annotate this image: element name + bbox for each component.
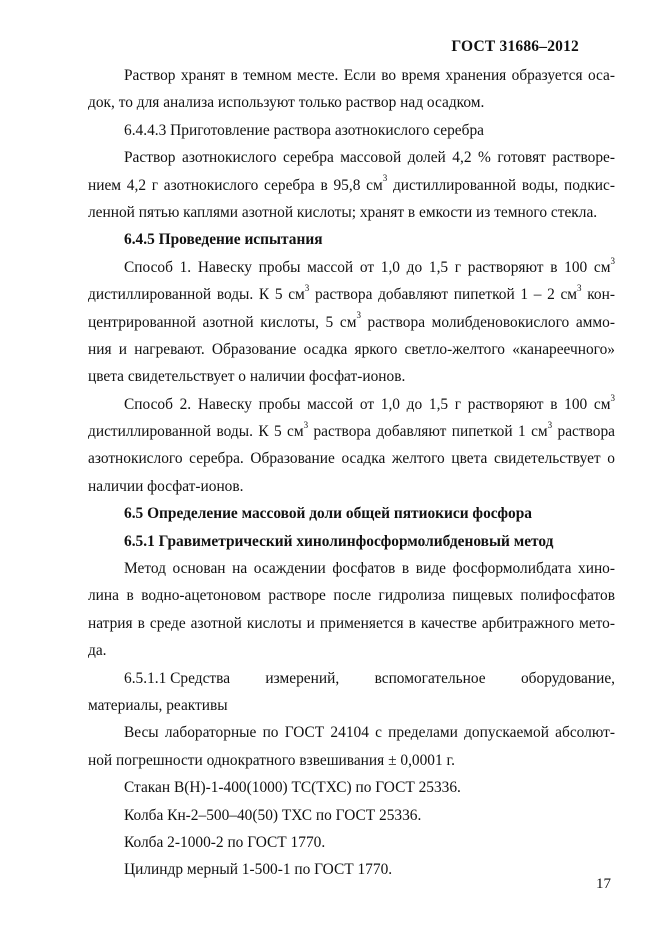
paragraph-silver-nitrate-solution [88, 144, 615, 226]
paragraph-method-principle [88, 555, 615, 665]
unit-cm3 [560, 283, 582, 304]
text-line [88, 254, 615, 281]
word: оборудование, [520, 669, 615, 687]
list-item: Колба 2-1000-2 по ГОСТ 1770. [124, 833, 326, 851]
text-line: ленной пятью каплями азотной кислоты; хранят в емкости из темного стекла. [88, 203, 598, 221]
unit-cm3 [288, 283, 310, 304]
text-line: наличии фосфат-ионов. [88, 477, 244, 495]
unit-exponent: 3 [303, 419, 309, 430]
text-line: док, то для анализа используют только раствор над осадком. [88, 94, 485, 112]
unit-cm3 [366, 173, 388, 194]
section-heading-6-4-4-3 [88, 117, 615, 144]
text-line: Весы лабораторные по ГОСТ 24104 с пределами допускаемой абсолют- [124, 724, 615, 742]
text-fragment: дистиллированной воды, подкис- [387, 176, 615, 194]
text-fragment: нием 4,2 г азотнокислого серебра в 95,8 [88, 176, 361, 194]
unit-base: см [287, 423, 304, 441]
text-fragment: раствора добавляют пипеткой 1 [308, 423, 526, 441]
list-item: Колба Кн-2–500–40(50) ТХС по ГОСТ 25336. [124, 806, 422, 824]
unit-cm3 [339, 310, 361, 331]
unit-cm3 [593, 255, 615, 276]
text-line: да. [88, 642, 107, 660]
text-line [88, 172, 615, 199]
page-number: 17 [596, 876, 611, 892]
text-fragment: раствора молибденовокислого аммо- [360, 313, 615, 331]
text-line: материалы, реактивы [88, 696, 228, 714]
equipment-list [88, 774, 615, 884]
page-header-title: ГОСТ 31686–2012 [451, 38, 579, 55]
text-line [88, 418, 615, 445]
paragraph-method-2 [88, 391, 615, 501]
document-body [88, 62, 615, 884]
unit-base: см [366, 176, 383, 194]
word: измерений, [265, 669, 340, 687]
unit-base: см [339, 313, 357, 331]
list-item: Цилиндр мерный 1-500-1 по ГОСТ 1770. [124, 861, 393, 879]
section-heading-6-5 [88, 500, 615, 527]
text-line [88, 391, 615, 418]
paragraph-storage [88, 62, 615, 117]
unit-cm3 [531, 419, 553, 441]
unit-exponent: 3 [304, 283, 310, 293]
section-heading-6-5-1 [88, 528, 615, 555]
heading-text: 6.4.4.3 Приготовление раствора азотнокислого серебра [124, 121, 484, 139]
text-fragment: раствора добавляют пипеткой 1 – 2 [309, 286, 555, 304]
text-fragment: раствора [552, 423, 615, 441]
spread-line [88, 665, 615, 692]
unit-exponent: 3 [610, 255, 615, 266]
unit-base: см [593, 258, 611, 276]
heading-text: 6.5.1 Гравиметрический хинолинфосформолибденовый метод [124, 532, 554, 550]
unit-base: см [560, 286, 578, 304]
text-line: натрия в среде азотной кислоты и применяется в качестве арбитражного мето- [88, 614, 615, 632]
unit-exponent: 3 [577, 283, 582, 293]
text-fragment: Способ 1. Навеску пробы массой от 1,0 до 1,5 г растворяют в 100 [124, 258, 588, 276]
unit-exponent: 3 [356, 310, 361, 321]
unit-cm3 [593, 392, 615, 413]
list-item: Стакан В(Н)-1-400(1000) ТС(ТХС) по ГОСТ 25336. [124, 779, 461, 797]
text-line: лина в водно-ацетоновом растворе после гидролиза пищевых полифосфатов [88, 587, 615, 605]
word: вспомогательное [374, 669, 486, 687]
paragraph-scales [88, 719, 615, 774]
text-line: Раствор азотнокислого серебра массовой долей 4,2 % готовят растворе- [124, 149, 615, 167]
text-fragment: дистиллированной воды. К 5 [88, 423, 282, 441]
text-line: Раствор хранят в темном месте. Если во время хранения образуется оса- [124, 67, 615, 84]
text-line [88, 281, 615, 308]
unit-exponent: 3 [610, 392, 615, 403]
unit-base: см [531, 423, 548, 441]
text-line [88, 309, 615, 336]
text-line: ной погрешности однократного взвешивания ± 0,0001 г. [88, 751, 455, 769]
paragraph-method-1 [88, 254, 615, 391]
text-fragment: Способ 2. Навеску пробы массой от 1,0 до 1,5 г растворяют в 100 [124, 395, 588, 413]
text-fragment: дистиллированной воды. К 5 [88, 286, 283, 304]
unit-base: см [288, 286, 305, 304]
heading-text: 6.4.5 Проведение испытания [124, 231, 323, 249]
text-line: цвета свидетельствует о наличии фосфат-ионов. [88, 368, 406, 386]
word: 6.5.1.1 Средства [124, 669, 231, 687]
text-fragment: кон- [581, 286, 615, 304]
unit-cm3 [287, 419, 309, 441]
unit-base: см [593, 395, 611, 413]
unit-exponent: 3 [382, 173, 388, 184]
text-line: ния и нагревают. Образование осадка яркого светло-желтого «канареечного» [88, 340, 615, 358]
text-line: Метод основан на осаждении фосфатов в виде фосформолибдата хино- [124, 560, 615, 578]
section-heading-6-4-5 [88, 226, 615, 253]
section-heading-6-5-1-1 [88, 665, 615, 720]
unit-exponent: 3 [547, 419, 553, 430]
text-fragment: центрированной азотной кислоты, 5 [88, 313, 334, 331]
heading-text: 6.5 Определение массовой доли общей пятиокиси фосфора [124, 505, 533, 523]
text-line: азотнокислого серебра. Образование осадка желтого цвета свидетельствует о [88, 450, 615, 468]
